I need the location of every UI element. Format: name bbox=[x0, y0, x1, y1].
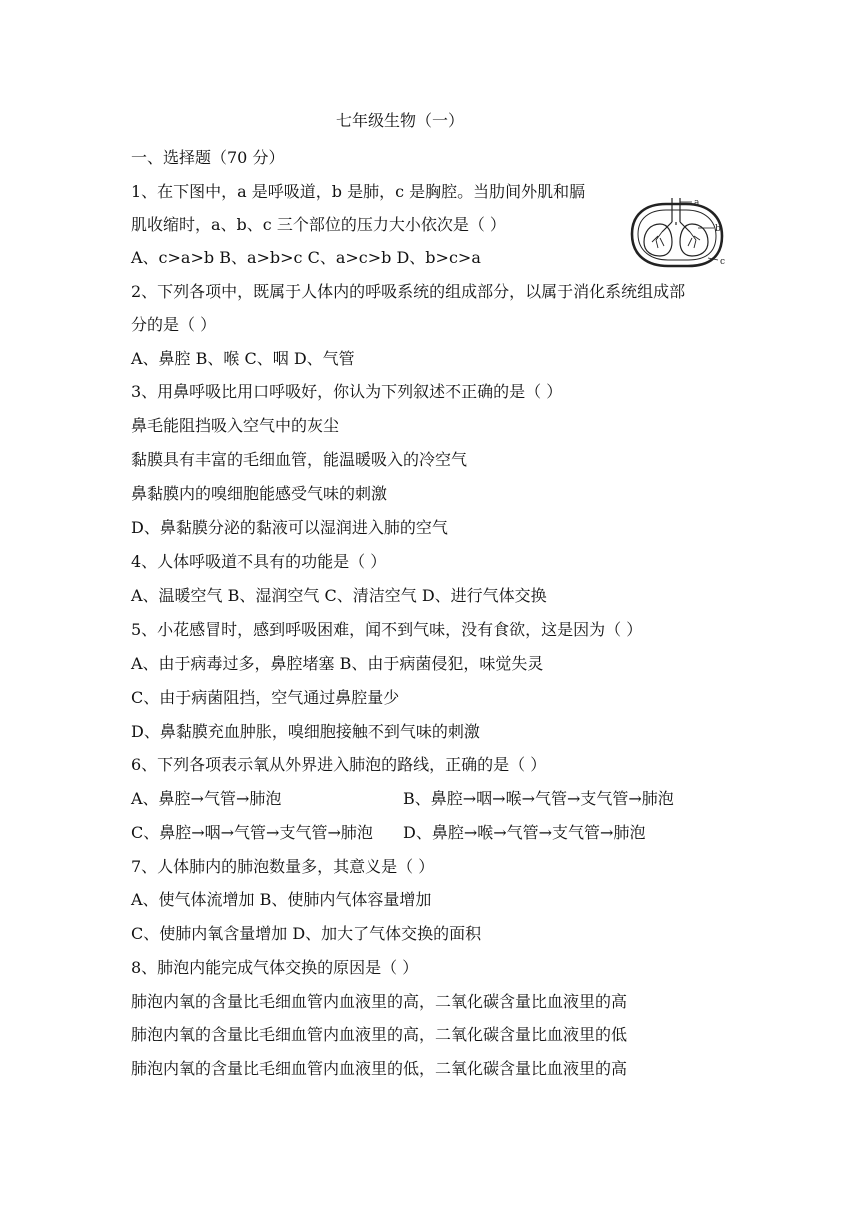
q2-stem-line1: 2、下列各项中，既属于人体内的呼吸系统的组成部分，以属于消化系统组成部 bbox=[131, 282, 686, 301]
left-lung-branches bbox=[652, 232, 664, 248]
q5-option-c: C、由于病菌阻挡，空气通过鼻腔量少 bbox=[131, 688, 400, 707]
q8-option-c: 肺泡内氧的含量比毛细血管内血液里的低，二氧化碳含量比血液里的高 bbox=[131, 1059, 628, 1078]
q3-option-c: 鼻黏膜内的嗅细胞能感受气味的刺激 bbox=[131, 484, 388, 503]
q2-options: A、鼻腔 B、喉 C、咽 D、气管 bbox=[131, 349, 355, 368]
q4-options: A、温暖空气 B、湿润空气 C、清洁空气 D、进行气体交换 bbox=[131, 586, 547, 605]
q3-option-b: 黏膜具有丰富的毛细血管，能温暖吸入的冷空气 bbox=[131, 450, 468, 469]
q5-options-ab: A、由于病毒过多，鼻腔堵塞 B、由于病菌侵犯，味觉失灵 bbox=[131, 654, 544, 673]
right-lung-branches bbox=[688, 232, 700, 248]
q7-options-cd: C、使肺内氧含量增加 D、加大了气体交换的面积 bbox=[131, 924, 482, 943]
q6-option-d: D、鼻腔→喉→气管→支气管→肺泡 bbox=[403, 823, 646, 842]
q7-options-ab: A、使气体流增加 B、使肺内气体容量增加 bbox=[131, 890, 432, 909]
q5-stem: 5、小花感冒时，感到呼吸困难，闻不到气味，没有食欲，这是因为（ ） bbox=[131, 620, 643, 639]
q3-option-a: 鼻毛能阻挡吸入空气中的灰尘 bbox=[131, 416, 340, 435]
q5-option-d: D、鼻黏膜充血肿胀，嗅细胞接触不到气味的刺激 bbox=[131, 722, 480, 741]
q6-option-c: C、鼻腔→咽→气管→支气管→肺泡 bbox=[131, 823, 373, 842]
q2-stem-line2: 分的是（ ） bbox=[131, 315, 217, 334]
q7-stem: 7、人体肺内的肺泡数量多，其意义是（ ） bbox=[131, 857, 435, 876]
q1-options: A、c>a>b B、a>b>c C、a>c>b D、b>c>a bbox=[131, 248, 481, 267]
q3-option-d: D、鼻黏膜分泌的黏液可以湿润进入肺的空气 bbox=[131, 518, 448, 537]
q1-stem-line2: 肌收缩时，a、b、c 三个部位的压力大小依次是（ ） bbox=[131, 215, 506, 234]
q8-option-a: 肺泡内氧的含量比毛细血管内血液里的高，二氧化碳含量比血液里的高 bbox=[131, 992, 628, 1011]
left-lung bbox=[644, 224, 672, 256]
bronchi bbox=[662, 222, 690, 232]
label-c: c bbox=[720, 257, 726, 267]
q8-option-b: 肺泡内氧的含量比毛细血管内血液里的高，二氧化碳含量比血液里的低 bbox=[131, 1025, 628, 1044]
q6-option-a: A、鼻腔→气管→肺泡 bbox=[131, 789, 282, 808]
q1-stem-line1: 1、在下图中，a 是呼吸道，b 是肺，c 是胸腔。当肋间外肌和膈 bbox=[131, 182, 586, 201]
right-lung bbox=[680, 224, 708, 256]
q3-stem: 3、用鼻呼吸比用口呼吸好，你认为下列叙述不正确的是（ ） bbox=[131, 382, 563, 401]
q6-stem: 6、下列各项表示氧从外界进入肺泡的路线，正确的是（ ） bbox=[131, 755, 547, 774]
q8-stem: 8、肺泡内能完成气体交换的原因是（ ） bbox=[131, 958, 419, 977]
q6-option-b: B、鼻腔→咽→喉→气管→支气管→肺泡 bbox=[403, 789, 674, 808]
page-title: 七年级生物（一） bbox=[335, 111, 464, 130]
section-heading: 一、选择题（70 分） bbox=[131, 148, 285, 167]
label-b: b bbox=[715, 224, 721, 234]
label-a: a bbox=[694, 198, 700, 208]
chest-cavity-inner bbox=[638, 210, 716, 260]
q4-stem: 4、人体呼吸道不具有的功能是（ ） bbox=[131, 552, 387, 571]
thorax-diagram bbox=[628, 198, 728, 270]
